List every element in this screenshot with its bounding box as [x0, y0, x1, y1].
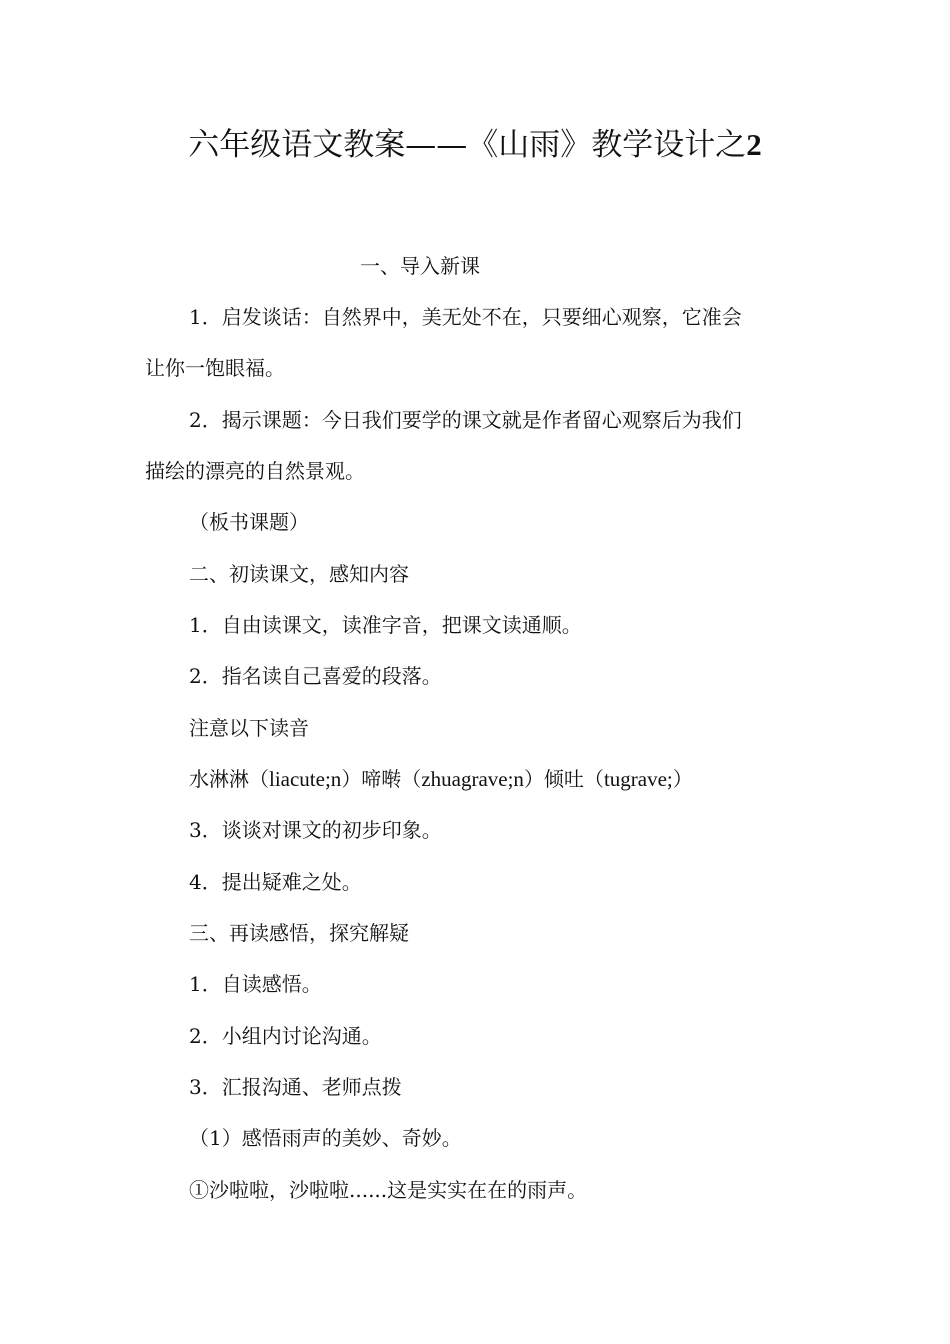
pinyin-text: liacute;n	[269, 767, 342, 791]
word-text: ）	[672, 767, 693, 791]
word-text: 水淋淋（	[189, 767, 269, 791]
section-heading-1: 一、导入新课	[360, 254, 480, 278]
word-text: ）倾吐（	[523, 767, 604, 791]
paragraph-line: 2．揭示课题：今日我们要学的课文就是作者留心观察后为我们	[189, 408, 742, 432]
section-heading-3: 三、再读感悟，探究解疑	[189, 921, 409, 945]
paragraph-line: 4．提出疑难之处。	[189, 870, 362, 894]
paragraph-line: 2．指名读自己喜爱的段落。	[189, 664, 442, 688]
word-text: ）啼啭（	[341, 767, 422, 791]
pinyin-text: zhuagrave;n	[421, 767, 524, 791]
pronunciation-line	[189, 764, 693, 794]
paragraph-line: 3．汇报沟通、老师点拨	[189, 1075, 402, 1099]
paragraph-line: 注意以下读音	[189, 716, 309, 740]
paragraph-line: 1．自读感悟。	[189, 972, 322, 996]
paragraph-line: 让你一饱眼福。	[145, 356, 285, 380]
paragraph-line: 描绘的漂亮的自然景观。	[145, 459, 365, 483]
document-title	[0, 122, 950, 168]
section-heading-2: 二、初读课文，感知内容	[189, 562, 409, 586]
paragraph-line: 2．小组内讨论沟通。	[189, 1024, 382, 1048]
paragraph-line: 3．谈谈对课文的初步印象。	[189, 818, 442, 842]
paragraph-line: （1）感悟雨声的美妙、奇妙。	[189, 1126, 462, 1150]
pinyin-text: tugrave;	[603, 767, 673, 791]
paragraph-line: ①沙啦啦，沙啦啦......这是实实在在的雨声。	[189, 1178, 588, 1202]
paragraph-line: 1．启发谈话：自然界中，美无处不在，只要细心观察，它准会	[189, 305, 742, 329]
title-text: 六年级语文教案——《山雨》教学设计之	[188, 127, 747, 163]
paragraph-line: 1．自由读课文，读准字音，把课文读通顺。	[189, 613, 582, 637]
paragraph-line: （板书课题）	[189, 510, 309, 534]
title-number: 2	[746, 127, 762, 162]
